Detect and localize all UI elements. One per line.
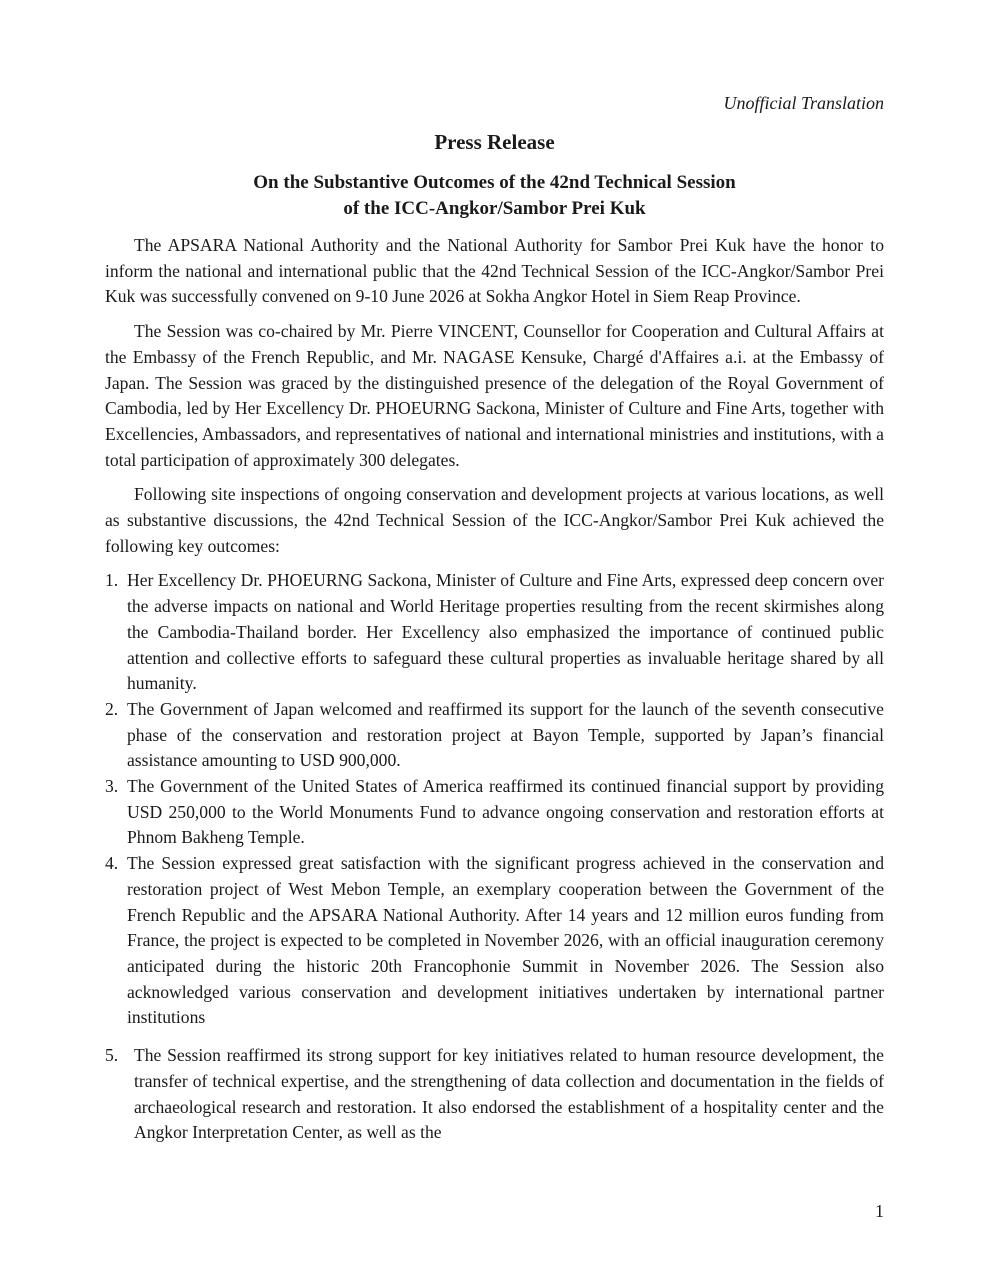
list-item bbox=[105, 774, 884, 851]
list-item bbox=[105, 1043, 884, 1146]
paragraph-intro: The APSARA National Authority and the National Authority for Sambor Prei Kuk have the honor to inform the national and international public that the 42nd Technical Session of the ICC-Angkor/Sambor Prei Kuk was successfully convened on 9-10 June 2026 at Sokha Angkor Hotel in Siem Reap Province. bbox=[105, 235, 884, 307]
list-item-text: The Government of Japan welcomed and reaffirmed its support for the launch of the seventh consecutive phase of the conservation and restoration project at Bayon Temple, supported by Japan’s financial assistance amounting to USD 900,000. bbox=[127, 698, 884, 771]
page-title: Press Release bbox=[434, 130, 555, 154]
outcomes-list bbox=[105, 568, 884, 1145]
list-item-number: 2. bbox=[105, 698, 119, 719]
subtitle-line-2: of the ICC-Angkor/Sambor Prei Kuk bbox=[343, 198, 646, 219]
list-item bbox=[105, 851, 884, 1031]
list-item-number: 3. bbox=[105, 776, 119, 797]
list-item bbox=[105, 568, 884, 697]
unofficial-translation-label: Unofficial Translation bbox=[723, 93, 884, 113]
list-item-number: 5. bbox=[105, 1045, 119, 1066]
paragraph-outcomes-intro: Following site inspections of ongoing conservation and development projects at various locations, as well as substantive discussions, the 42nd Technical Session of the ICC-Angkor/Sambor Prei Kuk achieved the following key outcomes: bbox=[105, 484, 884, 556]
page-number: 1 bbox=[875, 1201, 884, 1221]
list-item-number: 4. bbox=[105, 853, 119, 874]
subtitle-line-1: On the Substantive Outcomes of the 42nd Technical Session bbox=[253, 172, 736, 193]
page-subtitle bbox=[0, 170, 989, 222]
paragraph-cochairs: The Session was co-chaired by Mr. Pierre VINCENT, Counsellor for Cooperation and Cultural Affairs at the Embassy of the French Republic, and Mr. NAGASE Kensuke, Chargé d'Affaires a.i. at the Embassy of Japan. The Session was graced by the distinguished presence of the delegation of the Royal Government of Cambodia, led by Her Excellency Dr. PHOEURNG Sackona, Minister of Culture and Fine Arts, together with Excellencies, Ambassadors, and representatives of national and international ministries and institutions, with a total participation of approximately 300 delegates. bbox=[105, 321, 884, 470]
list-item-text: The Session expressed great satisfaction with the significant progress achieved in the conservation and restoration project of West Mebon Temple, an exemplary cooperation between the Government of the French Republic and the APSARA National Authority. After 14 years and 12 million euros funding from France, the project is expected to be completed in November 2026, with an official inauguration ceremony anticipated during the historic 20th Francophonie Summit in November 2026. The Session also acknowledged various conservation and development initiatives undertaken by international partner institutions bbox=[127, 853, 884, 1028]
list-item-text: The Government of the United States of America reaffirmed its continued financial support by providing USD 250,000 to the World Monuments Fund to advance ongoing conservation and restoration efforts at Phnom Bakheng Temple. bbox=[127, 776, 884, 848]
list-item-number: 1. bbox=[105, 570, 119, 591]
document-body bbox=[105, 233, 884, 1146]
list-item-text: Her Excellency Dr. PHOEURNG Sackona, Minister of Culture and Fine Arts, expressed deep concern over the adverse impacts on national and World Heritage properties resulting from the recent skirmishes along the Cambodia-Thailand border. Her Excellency also emphasized the importance of continued public attention and collective efforts to safeguard these cultural properties as invaluable heritage shared by all humanity. bbox=[127, 570, 884, 694]
list-item bbox=[105, 697, 884, 774]
list-item-text: The Session reaffirmed its strong support for key initiatives related to human resource development, the transfer of technical expertise, and the strengthening of data collection and documentation in the fields of archaeological research and restoration. It also endorsed the establishment of a hospitality center and the Angkor Interpretation Center, as well as the bbox=[134, 1045, 884, 1143]
